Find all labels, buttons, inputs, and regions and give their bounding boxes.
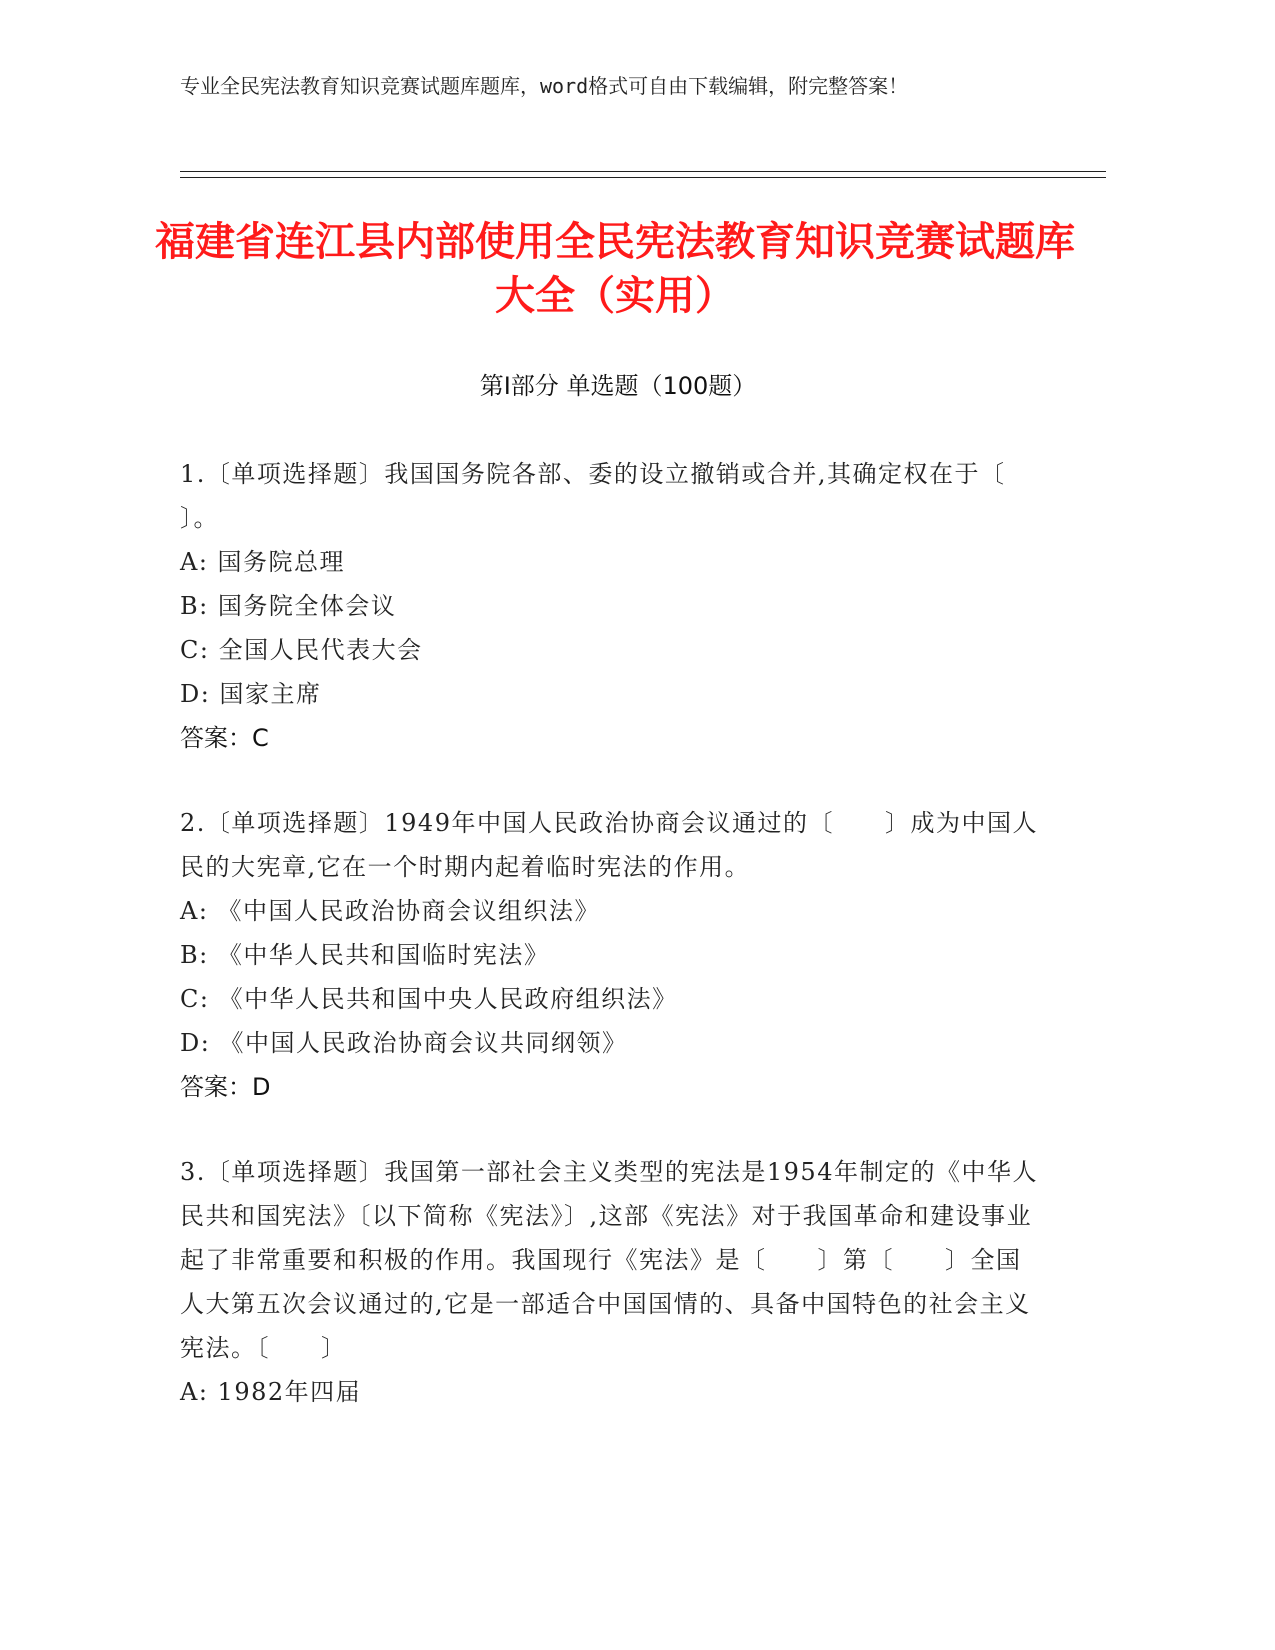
question-item [180, 452, 1057, 760]
question-list [180, 452, 1057, 1455]
header-divider-bottom [180, 177, 1106, 178]
question-stem: 3.〔单项选择题〕我国第一部社会主义类型的宪法是1954年制定的《中华人民共和国宪法》〔以下简称《宪法》〕,这部《宪法》对于我国革命和建设事业起了非常重要和积极的作用。我国现行《宪法》是〔 〕第〔 〕全国人大第五次会议通过的,它是一部适合中国国情的、具备中国特色的社会主义宪法。〔 〕 [180, 1158, 1038, 1362]
section-title: 第I部分 单选题（100题） [479, 372, 757, 400]
option-c: C: 《中华人民共和国中央人民政府组织法》 [180, 985, 678, 1013]
option-d: D: 《中国人民政治协商会议共同纲领》 [180, 1029, 628, 1057]
question-stem: 1.〔单项选择题〕我国国务院各部、委的设立撤销或合并,其确定权在于〔 〕。 [180, 460, 1057, 532]
question-stem: 2.〔单项选择题〕1949年中国人民政治协商会议通过的〔 〕成为中国人民的大宪章,它在一个时期内起着临时宪法的作用。 [180, 809, 1038, 881]
option-a: A: 1982年四届 [180, 1378, 362, 1406]
option-a: A: 《中国人民政治协商会议组织法》 [180, 897, 601, 925]
header-note: 专业全民宪法教育知识竞赛试题库题库，word格式可自由下载编辑，附完整答案！ [180, 74, 909, 98]
question-item [180, 801, 1040, 1109]
option-a: A: 国务院总理 [180, 548, 346, 576]
option-b: B: 《中华人民共和国临时宪法》 [180, 941, 550, 969]
answer-text: 答案：D [180, 1073, 271, 1101]
option-b: B: 国务院全体会议 [180, 592, 397, 620]
header-divider-top [180, 171, 1106, 172]
document-title: 福建省连江县内部使用全民宪法教育知识竞赛试题库大全（实用） [155, 219, 1075, 319]
question-item [180, 1150, 1040, 1414]
answer-text: 答案：C [180, 724, 269, 752]
option-c: C: 全国人民代表大会 [180, 636, 423, 664]
option-d: D: 国家主席 [180, 680, 322, 708]
